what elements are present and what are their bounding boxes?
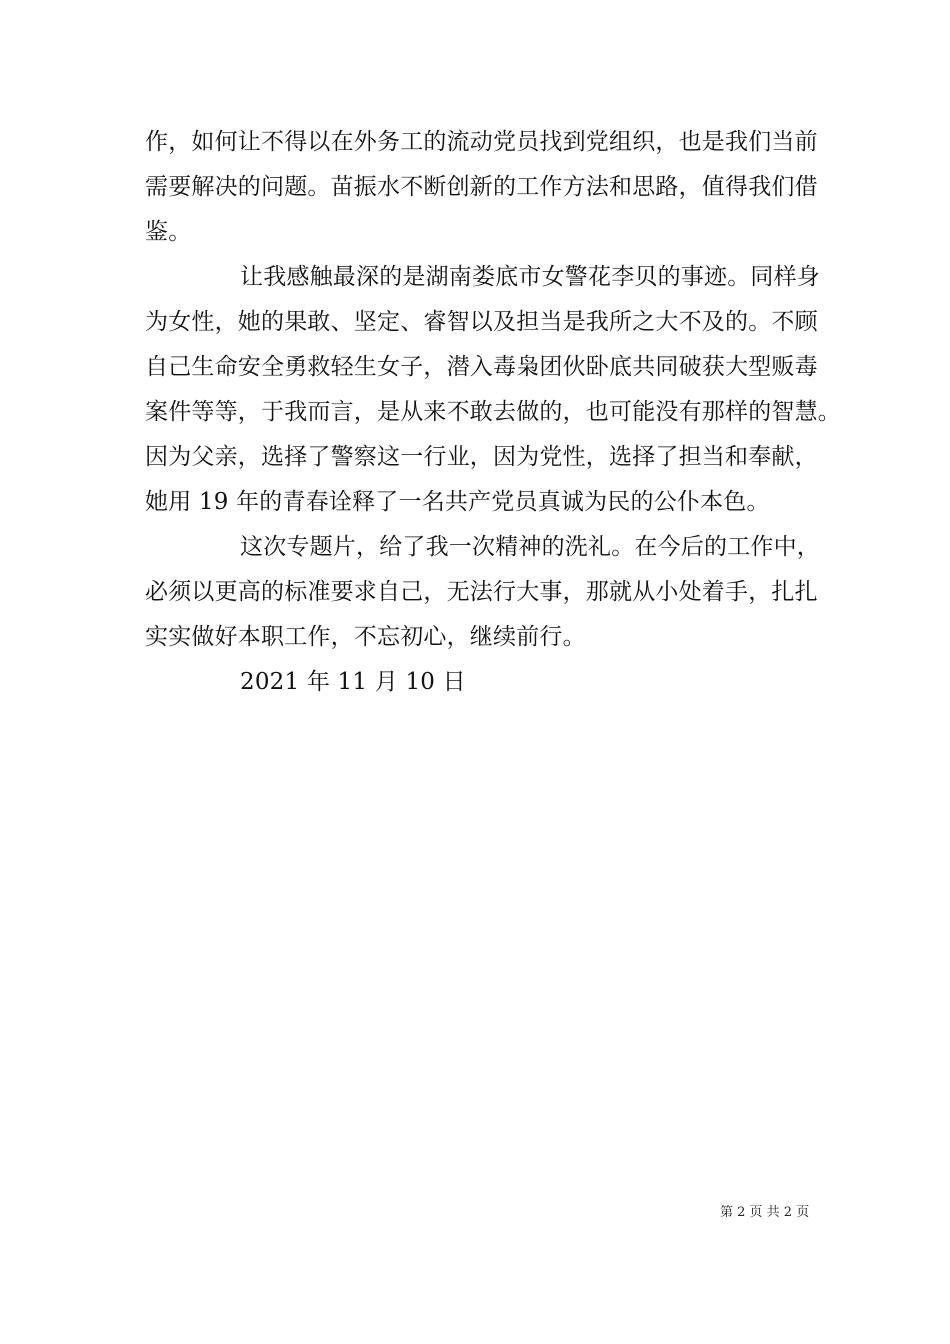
document-body	[145, 120, 841, 705]
text-line: 为女性，她的果敢、坚定、睿智以及担当是我所之大不及的。不顾	[145, 309, 818, 335]
text-line: 她用 19 年的青春诠释了一名共产党员真诚为民的公仆本色。	[145, 489, 770, 515]
document-date: 2021 年 11 月 10 日	[240, 669, 466, 695]
text-line: 自己生命安全勇救轻生女子，潜入毒枭团伙卧底共同破获大型贩毒	[145, 354, 818, 380]
text-line: 鉴。	[145, 219, 192, 245]
paragraph-3	[145, 525, 825, 660]
paragraph-1	[145, 120, 825, 255]
text-line: 作，如何让不得以在外务工的流动党员找到党组织，也是我们当前	[145, 129, 818, 155]
text-line: 需要解决的问题。苗振水不断创新的工作方法和思路，值得我们借	[145, 174, 818, 200]
text-line: 必须以更高的标准要求自己，无法行大事，那就从小处着手，扎扎	[145, 579, 818, 605]
text-line: 因为父亲，选择了警察这一行业，因为党性，选择了担当和奉献，	[145, 444, 818, 470]
page-number-footer: 第 2 页 共 2 页	[720, 1205, 810, 1220]
paragraph-2	[145, 255, 841, 525]
text-line: 让我感触最深的是湖南娄底市女警花李贝的事迹。同样身	[240, 264, 820, 290]
text-line: 案件等等，于我而言，是从来不敢去做的，也可能没有那样的智慧。	[145, 399, 841, 425]
text-line: 实实做好本职工作，不忘初心，继续前行。	[145, 624, 586, 650]
text-line: 这次专题片，给了我一次精神的洗礼。在今后的工作中，	[240, 534, 820, 560]
